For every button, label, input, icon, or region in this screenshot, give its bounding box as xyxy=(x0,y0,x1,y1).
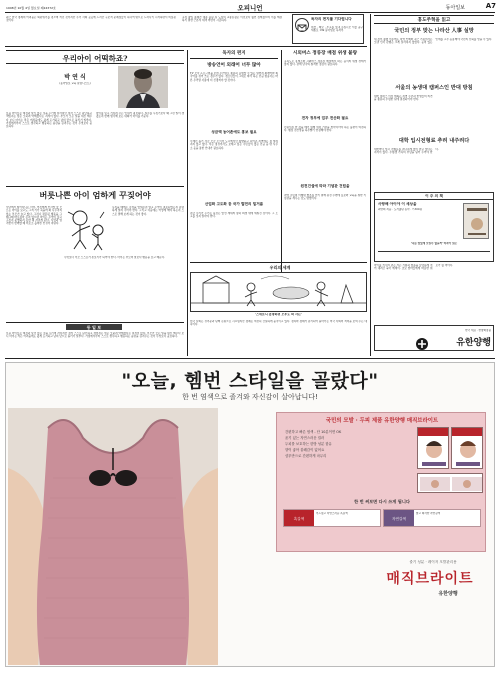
reader-box-title: 독자의 편지를 기다립니다 xyxy=(311,17,352,21)
column3-h3: 원전건설에 따라 기념관 건립을 xyxy=(300,184,350,188)
reader-box-icon xyxy=(295,18,309,32)
ad-headline: "오늘, 헴번 스타일을 골랐다" xyxy=(121,370,379,392)
cartoon-caption: '스네로니 볼멍하면 오후도 와 사는' xyxy=(255,313,302,316)
column1-illustration xyxy=(64,206,110,252)
ad-bullet: 향이 좋아 불쾌감이 없어요 xyxy=(285,448,325,452)
book-label: 이 주 의 책 xyxy=(375,194,493,200)
variant-desc: 부드럽고 자연스러운 흑갈색 xyxy=(316,512,348,515)
book-tag-rule xyxy=(378,251,490,252)
product-box-2 xyxy=(451,427,483,469)
right-b2: 대학 캠퍼스 이전 계획은 지역 주민과 학생들의 의견을 충분히 수렴한 뒤에 결정되어야 한다. xyxy=(374,95,433,102)
column1-footer-tag xyxy=(6,322,184,330)
column1-footer-text: 요즘 아이들은 예전과 달리 많은 것을 누리며 자라지만 정작 스스로 판단하고 책임지는 힘은 오히려 약해졌다는 지적이 많다. 부모가 모든 일을 대신 해주다 보니 아이는 작은 어려움에도 쉽게 포기하고 남의 탓으로 돌리기 일쑤다. 가정에서부터 스스로 생각하고 행동하는 습관을 길러주는 것이 무엇보다 중요하다. xyxy=(6,332,184,339)
right-header: 홍도주혁을 읽고 xyxy=(417,18,451,23)
paper-name: 동아일보 xyxy=(445,5,465,11)
cartoon-text: 미국 사회는 성추문과 탄핵 논란으로 시끄럽지만 경제는 여전히 건실하게 움직이고 있다. 정치와 경제가 분리되어 돌아가는 미국 사회의 저력을 보여 주는 대목이다. xyxy=(190,320,367,327)
ad-company: 유한양행 xyxy=(438,591,458,597)
column1-body-b: 아이를 믿고 기다려 주는 인내가 필요하다. 실수를 꾸짖기보다 왜 그런 일이 생겼는지 함께 생각해 보는 대화가 아이를 키운다. xyxy=(96,112,184,119)
logo-brand: 유한양행 xyxy=(456,338,491,348)
column1-body-c: 식당에서 뛰어다니는 아이, 어른에게 인사할 줄 모르는 아이를 보고도 그저 기가 죽을까 봐 나무라지 않는 부모가 늘고 있다. 그러나 잘못된 행동을 그때그때 바로잡아 주지 않으면 아이는 무엇이 옳고 그른지 분별하지 못한 채 자라게 된다. 사랑과 엄격함이 함께할 때 비로소 올바른 인성이 자란다. xyxy=(6,206,62,226)
ad-product-small: 줄기 성분 · 레이저 모발관리용 xyxy=(409,560,457,564)
ad-info-box xyxy=(276,412,486,552)
product-box-3 xyxy=(417,473,483,493)
column1-mid-rule xyxy=(6,186,184,187)
footer-tag-label: 동 일 보 xyxy=(66,324,122,330)
right-header-box xyxy=(374,15,494,24)
ad-bullet-list xyxy=(285,429,415,489)
ad-variant-1 xyxy=(283,509,381,527)
variant-desc: 밝고 화사한 자연갈색 xyxy=(416,512,441,515)
book-title: 사랑해 아이야 이 세상을 xyxy=(378,202,417,206)
right-b3: 대학마다 입시 전형료를 지나치게 많이 받고 있다는 지적이 많다. 수험생 가족의 부담을 덜어 주어야 한다. xyxy=(374,148,439,155)
top-section-rule xyxy=(5,46,367,47)
author-title: (동아일보 교육 칼럼니스트) xyxy=(59,82,91,85)
column2-b2: 수재민 돕기 성금 모금 소식이 도시에서만 활발하고 농어촌 지역에는 잘 알려지지 않고 있다. 작은 정성이라도 보태고 싶은 주민들이 많은 만큼 읍 면 사무소 등을 통한 안내가 필요하다. xyxy=(190,140,278,150)
ad-variant-2 xyxy=(383,509,481,527)
column2-b1: TV 오락 프로그램을 보면 우리말로 충분히 표현할 수 있는 말까지 외래어와 외국어를 섞어 쓰는 경우가 많다. 청소년들이 그대로 따라 하는 만큼 방송사는 바른 우리말 사용에 더 신경써야 할 것이다. xyxy=(190,72,278,82)
product-box-1 xyxy=(417,427,449,469)
ad-pink-title: 국민의 모발 · 두피 제품 유한양행 매직브라이트 xyxy=(325,418,439,424)
book-text: 아이를 키우며 겪은 작은 기쁨과 슬픔을 담담하게 적어 내려간 육아 에세이. 초보 엄마들에게 따뜻한 위로가 될 책이다. xyxy=(374,264,454,271)
company-logo-box xyxy=(374,325,494,351)
column1-headline2: 버릇나쁜 아이 엄하게 꾸짖어야 xyxy=(39,190,151,200)
masthead-rule xyxy=(5,12,495,13)
variant-name: 흑갈색 xyxy=(284,510,314,527)
book-box xyxy=(374,192,494,262)
author-photo xyxy=(118,66,168,108)
variant-name: 자연갈색 xyxy=(384,510,414,527)
reader-box-text: 의견 · 제보 · 투고를 보내 주십시오 서울 중구 세종로 139 동아일보 독자부 xyxy=(311,26,363,33)
masthead-date: 1998년 10월 4일 월요일 제24372호 xyxy=(6,6,56,10)
page-number: A7 xyxy=(485,2,496,10)
column1-kicker-box xyxy=(6,50,184,64)
ad-bullet: 두피를 보호하는 한방 성분 함유 xyxy=(285,442,332,446)
ad-product-name: 매직브라이트 xyxy=(386,571,474,587)
ad-bullet: 샴푸만으로 간편하게 마무리 xyxy=(285,454,327,458)
ad-bullet: 간편하고 빠른 염색 - 단 10분이면 OK xyxy=(285,430,342,434)
mid-lead-text: 고정 출입 통제가 대폭 풀린 뒤 도심의 교통혼잡은 이전보다 훨씬 심해졌으며 이를 해결하기 위한 근본적 대책 마련이 시급하다. xyxy=(182,16,282,23)
logo-small: 한국 대표 · 한방화장품 xyxy=(465,329,491,332)
right-b1: 새 정부 출범 이후에도 지역 안배와 측근 기용이라는 오랜 인사 관행은 크게 달라지지 않았다. 능력 있는 인재를 고루 등용해야 국민의 신뢰를 얻을 수 있다. xyxy=(374,38,493,45)
column2-h2: 성금액 농어촌에도 홍보 필요 xyxy=(211,130,257,134)
section-title: 오피니언 xyxy=(237,4,263,12)
book-cover xyxy=(463,203,489,239)
cartoon-frame xyxy=(190,272,367,312)
column1-body-e: 무엇보다 부모 스스로가 본보기가 되어야 한다. 아이는 부모의 말보다 행동을 보고 배운다. xyxy=(64,256,165,259)
reader-box xyxy=(292,14,364,44)
ad-bottom-note: 한 번 써보면 다시 쓰게 됩니다 xyxy=(354,499,410,504)
ad-subhead: 한 번 염색으로 졸겨와 자신감이 살아납니다! xyxy=(182,393,318,401)
column3-h1: 시외버스 정류장 매점 위생 불량 xyxy=(292,51,358,56)
column2-tag-box xyxy=(190,50,278,59)
right-h2: 서울의 농생대 캠퍼스인 반대 방침 xyxy=(395,85,473,91)
column3-b2: 민원서류 한 장을 떼기 위해 여러 기관을 찾아다녀야 하는 불편이 여전하다. 행정 전산망을 하루빨리 연결해야 한다. xyxy=(284,126,366,133)
column1-body-a: 요즘 아이들은 예전과 달리 많은 것을 누리며 자라지만 정작 스스로 판단하고 책임지는 힘은 오히려 약해졌다는 지적이 많다. 부모가 모든 일을 대신 해주다 보니 아이는 작은 어려움에도 쉽게 포기하고 남의 탓으로 돌리기 일쑤다. 가정에서부터 스스로 생각하고 행동하는 습관을 길러주는 것이 무엇보다 중요하다. xyxy=(6,112,92,129)
column2-h1: 방송언어 외래어 너무 많아 xyxy=(207,63,261,68)
column2-tag: 독자의 편지 xyxy=(222,51,246,56)
book-tag: '나를 멋있게 보일수 없을까' 여자가 읽는 xyxy=(410,242,458,245)
column2-h3: 산업화 고도화 등 국가 발전의 밑거름 xyxy=(204,202,264,206)
logo-emblem-icon xyxy=(415,336,429,350)
column2-b3: 지금 우리가 누리는 풍요는 앞선 세대의 땀과 희생 위에 세워진 것이다. 그 노고를 잊지 말아야 한다. xyxy=(190,212,278,219)
col-divider-2 xyxy=(281,50,282,310)
right-h1: 국민의 정부 맞는 나라산 人事 실망 xyxy=(394,28,474,34)
column3-b1: 고속도로 휴게소와 시외버스 정류장 매점에서 파는 음식의 위생 상태가 좋지 않다. 관계 당국의 철저한 점검이 필요하다. xyxy=(284,60,366,67)
left-lead-text: 최근 한국 경제의 어려움은 외환위기를 겪으며 커진 것이지만 우리 사회 곳곳에 드러난 구조적 문제점들이 하나씩 밖으로 드러나기 시작하면서 비롯된 것이다. xyxy=(6,16,176,23)
col-divider-3 xyxy=(370,14,371,356)
ad-top-rule xyxy=(5,358,495,359)
book-meta: 최연희 지음 · 도서출판 동아 · 7,500원 xyxy=(378,208,423,211)
kicker-text: 우리아이 어떡하죠? xyxy=(62,54,128,63)
col-divider-1 xyxy=(187,50,188,356)
author-name: 박 연 식 xyxy=(64,74,86,81)
column3-h2: 전자 정부에 업무 전산화 필요 xyxy=(301,116,349,120)
ad-photo xyxy=(8,408,218,665)
cartoon-top-rule xyxy=(190,262,367,263)
column3-b3: 지역 주민의 이해와 협조를 얻기 위해 원전 주변에 홍보와 교육을 위한 기념관을 세우는 것도 방법이다. xyxy=(284,194,366,201)
ad-bullet: 윤기 있는 자연스러운 컬러 xyxy=(285,436,325,440)
column1-body-d: 꾸짖을 때에는 감정을 앞세우지 말고 무엇이 잘못되었는지 분명하게 알려 주어야 한다. 그리고 다음에는 어떻게 해야 하는지 스스로 말해 보게 하는 것이 좋다. xyxy=(112,206,184,216)
right-h3: 대학 입시전형료 추려 내주려다 xyxy=(398,138,470,144)
cartoon-title: 우리의 세계 xyxy=(269,265,291,270)
